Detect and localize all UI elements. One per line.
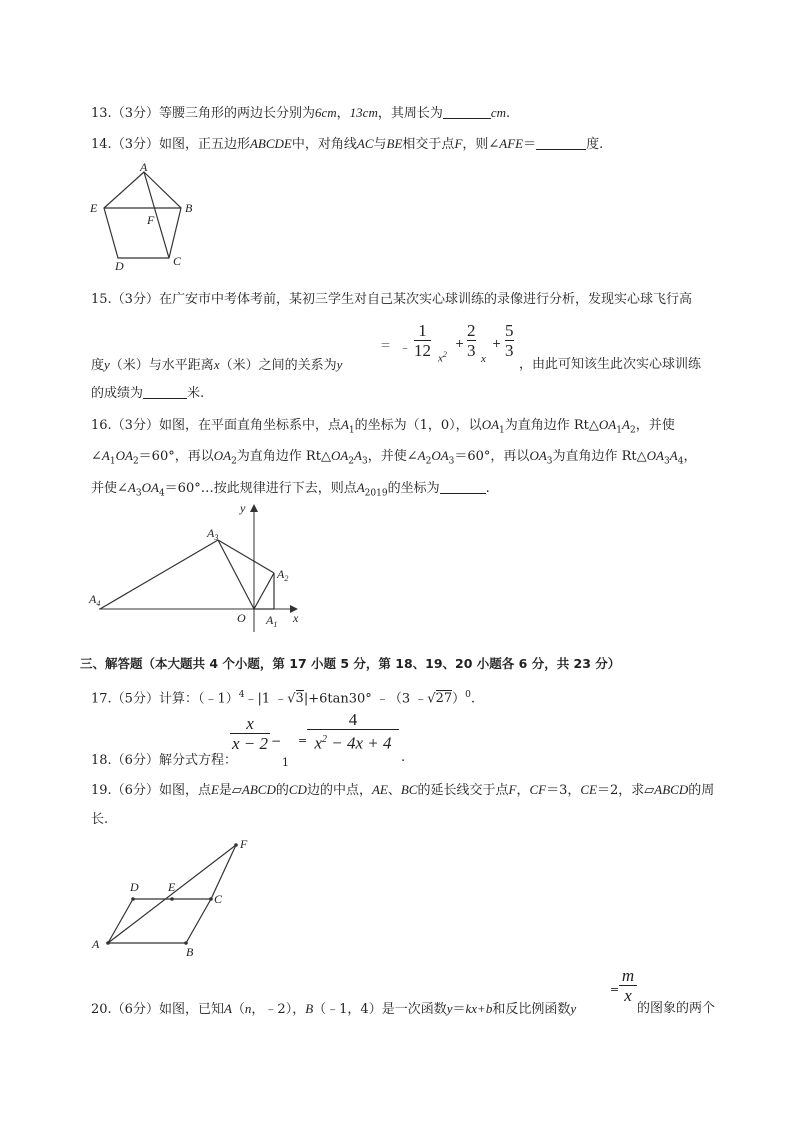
fraction-x-over-x-minus-2: $\frac{x}{x - 2}$	[231, 714, 269, 753]
label-c: C	[173, 254, 182, 268]
label-x: x	[293, 611, 299, 625]
fraction-5-3: $\frac{5}{3}$	[505, 321, 514, 360]
figure-pentagon	[85, 162, 195, 274]
answer-blank	[143, 384, 187, 399]
label-c: C	[214, 892, 223, 906]
question-20: 20.（6分）如图，已知A（n，﹣2），B（﹣1，4）是一次函数y＝kx+b和反比例函数y	[91, 1001, 577, 1017]
fraction-2-3: $\frac{2}{3}$	[467, 321, 476, 360]
parallelogram	[108, 899, 211, 943]
question-15-line2: 度y（米）与水平距离x（米）之间的关系为y	[91, 357, 343, 373]
label-b: B	[186, 945, 194, 959]
question-15-line2-tail: ，由此可知该生此次实心球训练	[519, 357, 702, 372]
label-e: E	[168, 880, 176, 894]
fraction-1-12: $\frac{1}{12}$	[414, 321, 431, 360]
eq-minus: −	[271, 734, 282, 748]
figure-parallelogram	[88, 836, 258, 960]
answer-blank	[443, 104, 491, 119]
question-19-line2: 长.	[91, 812, 109, 827]
label-f: F	[147, 213, 155, 227]
formula-plus-2: +	[492, 337, 502, 350]
label-b: B	[185, 201, 193, 215]
question-16-line1: 16.（3分）如图，在平面直角坐标系中，点$A_1$的坐标为（1，0），以$OA_1$为直角边作 $Rt\triangle OA_1A_2$，并使	[91, 417, 675, 436]
eq-end: .	[401, 750, 406, 765]
label-f: F	[240, 837, 248, 851]
formula-x: x	[481, 353, 486, 365]
question-15-line3: 的成绩为 米.	[91, 386, 205, 401]
label-o: O	[237, 611, 246, 625]
question-18-label: 18.（6分）解分式方程：	[91, 753, 237, 768]
question-17: 17.（5分）计算：（﹣1）$^4$﹣|1 ﹣√3|+6tan30° ﹣（3 ﹣√27）$^0$.	[91, 690, 476, 707]
sqrt-27: √27	[427, 691, 453, 707]
eq-equals: =	[298, 734, 308, 747]
fraction-m-over-x: $\frac{m}{x}$	[619, 967, 637, 1005]
question-20-tail: 的图象的两个	[637, 1001, 716, 1016]
question-13: 13.（3分）等腰三角形的两边长分别为6cm，13cm，其周长为 cm.	[91, 105, 511, 121]
question-16-line2: $\angle A_1OA_2=60^\circ$，再以$OA_2$为直角边作 $Rt\triangle OA_2A_3$，并使$\angle A_2OA_3=60^\circ$，再以$OA_3$为直角边作 $Rt\triangle OA_3A_4$，	[91, 448, 697, 467]
label-a1: $A_1$	[266, 613, 278, 629]
label-y: y	[240, 501, 246, 515]
question-16-line3: 并使$\angle A_3OA_4=60^\circ\dots$按此规律进行下去，则点$A_{2019}$的坐标为 .	[91, 480, 490, 499]
q20-equals: =	[610, 983, 620, 996]
formula-x-squared: $x^2$	[438, 350, 447, 365]
formula-plus: +	[455, 337, 465, 350]
label-a: A	[140, 162, 148, 174]
eq-one: 1	[282, 756, 289, 769]
question-15-line1: 15.（3分）在广安市中考体考前，某初三学生对自己某次实心球训练的录像进行分析，发现实心球飞行高	[91, 292, 692, 307]
y-axis-arrow	[250, 504, 258, 512]
formula-equals: ＝	[380, 339, 391, 352]
label-a: A	[92, 937, 100, 951]
label-a4: $A_4$	[89, 592, 101, 608]
question-19-line1: 19.（6分）如图，点E是▱ABCD的CD边的中点，AE、BC的延长线交于点F，CF＝3，CE＝2，求▱ABCD的周	[91, 782, 715, 798]
section-heading: 三、解答题（本大题共 4 个小题，第 17 小题 5 分，第 18、19、20 小题各 6 分，共 23 分）	[80, 656, 621, 671]
label-e: E	[90, 201, 98, 215]
figure-coordinate-triangles	[85, 500, 315, 635]
formula-minus: ﹣	[399, 340, 412, 354]
label-d: D	[130, 880, 139, 894]
question-14: 14.（3分）如图，正五边形ABCDE中，对角线AC与BE相交于点F，则∠AFE＝ 度.	[91, 136, 604, 152]
pentagon	[104, 172, 181, 258]
label-d: D	[115, 259, 124, 273]
label-a3: $A_3$	[207, 526, 219, 542]
line-cf	[211, 845, 236, 899]
sqrt-3: √3	[287, 691, 304, 707]
answer-blank	[440, 479, 486, 494]
answer-blank	[536, 135, 586, 150]
fraction-4-over-quadratic: $\frac{4}{x^2 - 4x + 4}$	[307, 711, 399, 753]
label-a2: $A_2$	[277, 567, 289, 583]
